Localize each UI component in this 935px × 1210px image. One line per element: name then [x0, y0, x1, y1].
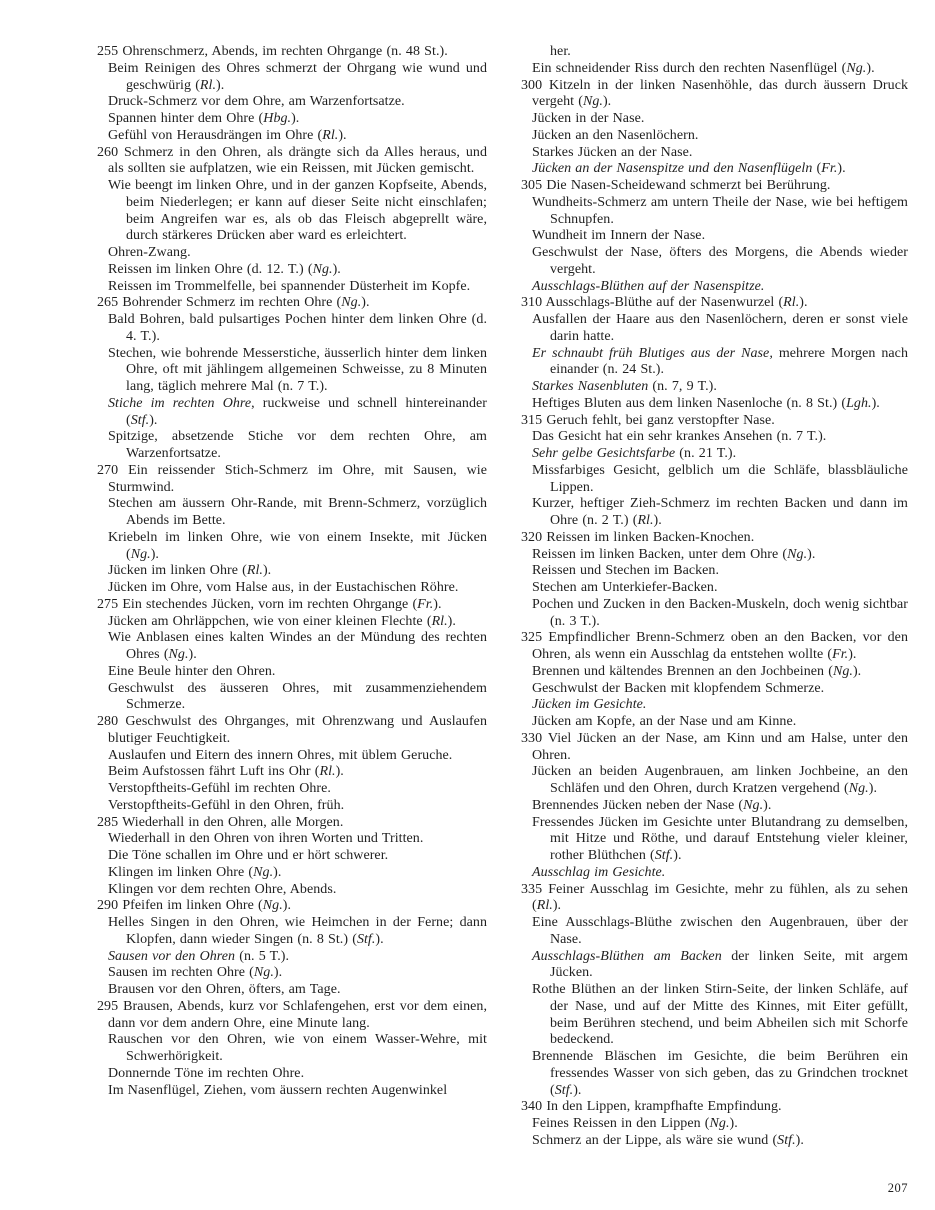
symptom-entry: Missfarbiges Gesicht, gelblich um die Schläfe, blassbläuliche Lippen. [532, 462, 908, 495]
symptom-entry: Jücken im Gesichte. [532, 697, 647, 713]
symptom-entry: Schmerz an der Lippe, als wäre sie wund (Stf.). [532, 1132, 804, 1148]
symptom-entry: Kurzer, heftiger Zieh-Schmerz im rechten Backen und dann im Ohre (n. 2 T.) (Rl.). [532, 496, 908, 528]
symptom-entry: Starkes Nasenbluten (n. 7, 9 T.). [532, 379, 717, 394]
symptom-entry: Ohren-Zwang. [108, 245, 191, 260]
numbered-symptom-entry: 290 Pfeifen im linken Ohre (Ng.). [97, 898, 292, 914]
entry-number: 285 [97, 814, 119, 830]
symptom-entry: Rauschen vor den Ohren, wie von einem Wasser-Wehre, mit Schwerhörigkeit. [108, 1032, 487, 1064]
symptom-entry: Reissen im linken Backen, unter dem Ohre (Ng.). [532, 546, 816, 562]
symptom-entry: Auslaufen und Eitern des innern Ohres, mit üblem Geruche. [108, 747, 453, 763]
symptom-entry: Reissen und Stechen im Backen. [532, 563, 720, 579]
numbered-symptom-entry: 335 Feiner Ausschlag im Gesichte, mehr zu fühlen, als zu sehen (Rl.). [521, 881, 908, 914]
entry-number: 300 [521, 77, 543, 93]
symptom-entry: Klingen im linken Ohre (Ng.). [108, 864, 282, 880]
entry-number: 330 [521, 730, 543, 746]
symptom-entry: Starkes Jücken an der Nase. [532, 144, 693, 160]
symptom-entry: Wundheit im Innern der Nase. [532, 228, 706, 244]
numbered-symptom-entry: 315 Geruch fehlt, bei ganz verstopfter Nase. [521, 412, 775, 428]
symptom-entry: Brennendes Jücken neben der Nase (Ng.). [532, 797, 772, 813]
symptom-entry: Wie Anblasen eines kalten Windes an der Mündung des rechten Ohres (Ng.). [108, 630, 487, 662]
symptom-entry: Bald Bohren, bald pulsartiges Pochen hinter dem linken Ohre (d. 4. T.). [108, 312, 487, 344]
symptom-entry: Verstopftheits-Gefühl in den Ohren, früh. [108, 797, 345, 813]
symptom-entry: Sausen vor den Ohren (n. 5 T.). [108, 948, 290, 964]
entry-number: 295 [97, 998, 119, 1014]
entry-number: 275 [97, 596, 119, 612]
symptom-entry: Gefühl von Herausdrängen im Ohre (Rl.). [108, 127, 347, 143]
symptom-entry: Wiederhall in den Ohren von ihren Worten und Tritten. [108, 831, 424, 847]
symptom-entry: Reissen im linken Ohre (d. 12. T.) (Ng.). [108, 261, 341, 277]
numbered-symptom-entry: 260 Schmerz in den Ohren, als drängte sich da Alles heraus, und als sollten sie aufplatzen, wie ein Reissen, mit Jücken gemischt. [97, 144, 487, 177]
symptom-entry: Helles Singen in den Ohren, wie Heimchen in der Ferne; dann Klopfen, dann wieder Singen (n. 8 St.) (Stf.). [108, 915, 487, 947]
symptom-entry: Ausfallen der Haare aus den Nasenlöchern, deren er sonst viele darin hatte. [532, 312, 908, 344]
symptom-entry: Jücken an den Nasenlöchern. [532, 127, 699, 143]
symptom-entry: Ausschlags-Blüthen auf der Nasenspitze. [532, 278, 765, 294]
symptom-entry: Stechen am äussern Ohr-Rande, mit Brenn-Schmerz, vorzüglich Abends im Bette. [108, 496, 487, 528]
numbered-symptom-entry: 325 Empfindlicher Brenn-Schmerz oben an den Backen, vor den Ohren, als wenn ein Ausschlag da entstehen wollte (Fr.). [521, 630, 908, 662]
numbered-symptom-entry: 280 Geschwulst des Ohrganges, mit Ohrenzwang und Auslaufen blutiger Feuchtigkeit. [97, 714, 487, 746]
entry-number: 260 [97, 144, 119, 160]
entry-number: 270 [97, 462, 119, 478]
symptom-entry: Jücken an der Nasenspitze und den Nasenflügeln (Fr.). [532, 161, 846, 177]
symptom-entry: Sehr gelbe Gesichtsfarbe (n. 21 T.). [532, 446, 737, 461]
symptom-entry: Ausschlags-Blüthen am Backen der linken Seite, mit argem Jücken. [532, 948, 908, 981]
entry-number: 315 [521, 412, 543, 428]
numbered-symptom-entry: 340 In den Lippen, krampfhafte Empfindung. [521, 1099, 782, 1115]
entry-number: 265 [97, 295, 119, 311]
symptom-entry: Druck-Schmerz vor dem Ohre, am Warzenfortsatze. [108, 94, 405, 110]
symptom-entry: Geschwulst des äusseren Ohres, mit zusammenziehendem Schmerze. [108, 680, 487, 713]
entry-number: 255 [97, 44, 119, 59]
text-column-right [521, 44, 908, 1150]
symptom-entry: Ausschlag im Gesichte. [532, 864, 666, 880]
symptom-entry: Reissen im Trommelfelle, bei spannender Düsterheit im Kopfe. [108, 278, 471, 294]
symptom-entry: Pochen und Zucken in den Backen-Muskeln, doch wenig sichtbar (n. 3 T.). [532, 596, 908, 629]
symptom-entry: Die Töne schallen im Ohre und er hört schwerer. [108, 848, 389, 863]
numbered-symptom-entry: 265 Bohrender Schmerz im rechten Ohre (Ng.). [97, 295, 370, 311]
symptom-entry: Wie beengt im linken Ohre, und in der ganzen Kopfseite, Abends, beim Niederlegen; er kann auf dieser Seite nicht einschlafen; beim Angreifen war es, als ob das Fleisch abgeprellt wäre, durch stärkeres Drücken aber ward es erleichtert. [108, 178, 487, 244]
symptom-entry: Das Gesicht hat ein sehr krankes Ansehen (n. 7 T.). [532, 429, 827, 445]
symptom-entry: Jücken im Ohre, vom Halse aus, in der Eustachischen Röhre. [108, 580, 459, 595]
entry-number: 305 [521, 178, 543, 193]
symptom-entry: Er schnaubt früh Blutiges aus der Nase, mehrere Morgen nach einander (n. 24 St.). [532, 345, 908, 378]
numbered-symptom-entry: 310 Ausschlags-Blüthe auf der Nasenwurzel (Rl.). [521, 295, 808, 311]
symptom-entry: Verstopftheits-Gefühl im rechten Ohre. [108, 781, 331, 796]
symptom-entry: Beim Aufstossen fährt Luft ins Ohr (Rl.). [108, 764, 344, 780]
numbered-symptom-entry: 320 Reissen im linken Backen-Knochen. [521, 529, 755, 545]
symptom-entry: Brausen vor den Ohren, öfters, am Tage. [108, 982, 341, 997]
symptom-entry: Jücken an beiden Augenbrauen, am linken Jochbeine, an den Schläfen und den Ohren, durch Kratzen vergehend (Ng.). [532, 764, 908, 796]
symptom-entry: Geschwulst der Backen mit klopfendem Schmerze. [532, 680, 825, 696]
symptom-entry: Brennen und kältendes Brennen an den Jochbeinen (Ng.). [532, 663, 862, 679]
symptom-entry: Eine Beule hinter den Ohren. [108, 663, 276, 679]
text-columns [97, 44, 908, 1150]
symptom-entry: Spannen hinter dem Ohre (Hbg.). [108, 111, 300, 126]
entry-number: 320 [521, 529, 543, 545]
symptom-entry: Beim Reinigen des Ohres schmerzt der Ohrgang wie wund und geschwürig (Rl.). [108, 60, 487, 93]
symptom-entry: Stechen, wie bohrende Messerstiche, äusserlich hinter dem linken Ohre, oft mit jählingem allgemeinen Schweisse, zu 8 Minuten lang, täglich mehrere Mal (n. 7 T.). [108, 345, 487, 394]
numbered-symptom-entry: 270 Ein reissender Stich-Schmerz im Ohre, mit Sausen, wie Sturmwind. [97, 462, 487, 495]
entry-number: 280 [97, 714, 119, 729]
symptom-entry: Eine Ausschlags-Blüthe zwischen den Augenbrauen, über der Nase. [532, 915, 908, 947]
numbered-symptom-entry: 255 Ohrenschmerz, Abends, im rechten Ohrgange (n. 48 St.). [97, 44, 448, 59]
entry-number: 335 [521, 881, 543, 897]
symptom-entry: Geschwulst der Nase, öfters des Morgens, die Abends wieder vergeht. [532, 245, 908, 277]
symptom-entry: Ein schneidender Riss durch den rechten Nasenflügel (Ng.). [532, 60, 875, 76]
symptom-entry: Jücken im linken Ohre (Rl.). [108, 563, 272, 579]
numbered-symptom-entry: 300 Kitzeln in der linken Nasenhöhle, das durch äussern Druck vergeht (Ng.). [521, 77, 909, 110]
numbered-symptom-entry: 305 Die Nasen-Scheidewand schmerzt bei Berührung. [521, 178, 831, 193]
continuation-line: her. [550, 44, 571, 59]
symptom-entry: Spitzige, absetzende Stiche vor dem rechten Ohre, am Warzenfortsatze. [108, 429, 487, 461]
symptom-entry: Wundheits-Schmerz am untern Theile der Nase, wie bei heftigem Schnupfen. [532, 194, 908, 227]
numbered-symptom-entry: 285 Wiederhall in den Ohren, alle Morgen. [97, 814, 344, 830]
numbered-symptom-entry: 275 Ein stechendes Jücken, vorn im rechten Ohrgange (Fr.). [97, 596, 442, 612]
numbered-symptom-entry: 295 Brausen, Abends, kurz vor Schlafengehen, erst vor dem einen, dann vor dem andern Ohre, eine Minute lang. [97, 998, 487, 1031]
symptom-entry: Jücken in der Nase. [532, 111, 645, 126]
symptom-entry: Brennende Bläschen im Gesichte, die beim Berühren ein fressendes Wasser von sich geben, das zu Grindchen trocknet (Stf.). [532, 1049, 908, 1098]
symptom-entry: Stiche im rechten Ohre, ruckweise und schnell hintereinander (Stf.). [108, 395, 487, 428]
entry-number: 290 [97, 898, 119, 914]
entry-number: 310 [521, 295, 543, 311]
symptom-entry: Jücken am Kopfe, an der Nase und am Kinne. [532, 714, 797, 729]
symptom-entry: Feines Reissen in den Lippen (Ng.). [532, 1116, 738, 1131]
symptom-entry: Jücken am Ohrläppchen, wie von einer kleinen Flechte (Rl.). [108, 613, 456, 629]
symptom-entry: Im Nasenflügel, Ziehen, vom äussern rechten Augenwinkel [108, 1082, 448, 1098]
text-column-left [97, 44, 487, 1150]
symptom-entry: Sausen im rechten Ohre (Ng.). [108, 965, 283, 981]
symptom-entry: Kriebeln im linken Ohre, wie von einem Insekte, mit Jücken (Ng.). [108, 529, 487, 562]
symptom-entry: Stechen am Unterkiefer-Backen. [532, 580, 718, 595]
symptom-entry: Rothe Blüthen an der linken Stirn-Seite, der linken Schläfe, auf der Nase, und auf der Mitte des Kinnes, mit Eiter gefüllt, beim Berühren stechend, und beim Abheilen sich mit Schorfe bedeckend. [532, 982, 908, 1048]
symptom-entry: Heftiges Bluten aus dem linken Nasenloche (n. 8 St.) (Lgh.). [532, 395, 880, 411]
entry-number: 340 [521, 1099, 543, 1115]
symptom-entry: Fressendes Jücken im Gesichte unter Blutandrang zu demselben, mit Hitze und Röthe, und darauf Entstehung vieler kleiner, rother Blüthchen (Stf.). [532, 814, 908, 863]
symptom-entry: Klingen vor dem rechten Ohre, Abends. [108, 881, 337, 897]
numbered-symptom-entry: 330 Viel Jücken an der Nase, am Kinn und am Halse, unter den Ohren. [521, 730, 908, 763]
symptom-entry: Donnernde Töne im rechten Ohre. [108, 1065, 305, 1081]
entry-number: 325 [521, 630, 543, 646]
page-number: 207 [887, 1181, 908, 1195]
